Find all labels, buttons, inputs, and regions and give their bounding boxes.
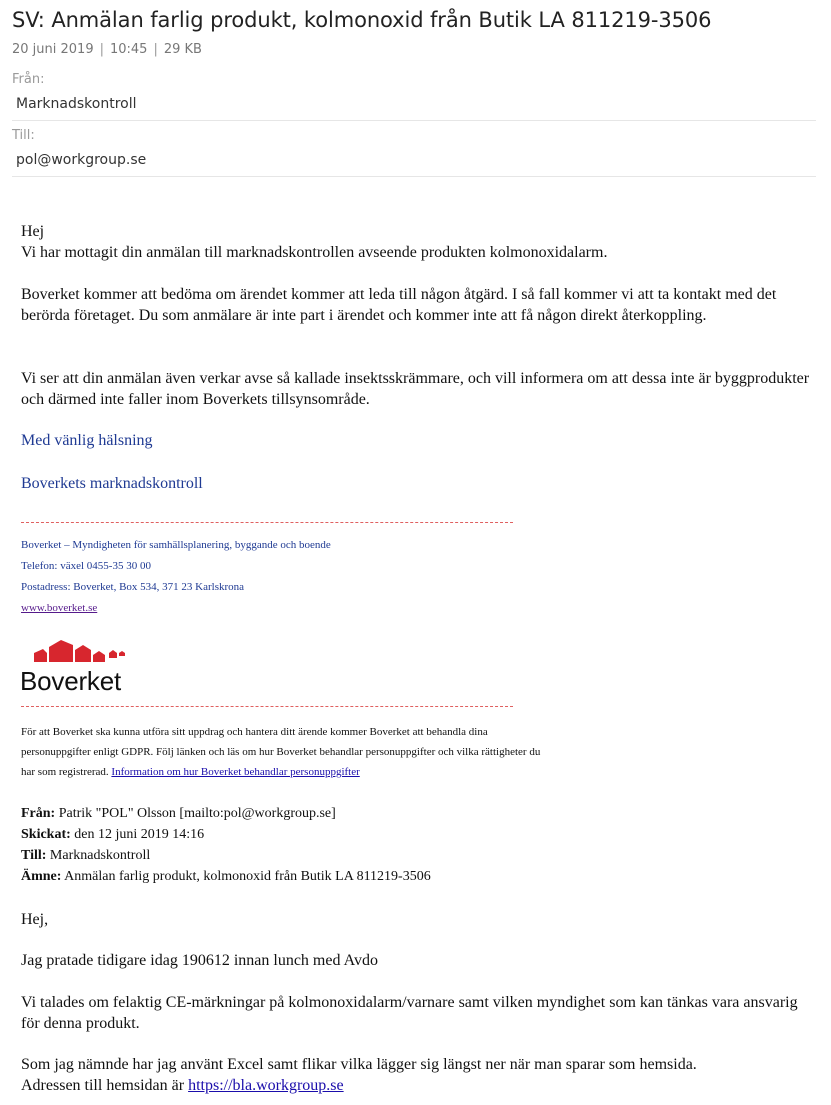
greeting: Hej	[21, 223, 45, 240]
quoted-sent-value: den 12 juni 2019 14:16	[74, 827, 205, 842]
boverket-logo-text: Boverket	[20, 666, 122, 696]
quoted-sent-label: Skickat:	[21, 827, 71, 842]
quoted-from-value: Patrik "POL" Olsson [mailto:pol@workgroup.se]	[58, 806, 336, 821]
quoted-from-label: Från:	[21, 806, 56, 821]
signature-line-3: Postadress: Boverket, Box 534, 371 23 Karlskrona	[21, 581, 245, 593]
body-paragraph-2: Boverket kommer att bedöma om ärendet kommer att leda till någon åtgärd. I så fall kommer vi att ta kontakt med det berörda företaget. Du som anmälare är inte part i ärendet och kommer inte att få någon direkt återkoppling.	[21, 286, 777, 324]
quoted-subject	[21, 869, 431, 885]
body-paragraph-3: Vi ser att din anmälan även verkar avse så kallade insektsskrämmare, och vill informera om att dessa inte är byggprodukter och därmed inte faller inom Boverkets tillsynsområde.	[21, 370, 810, 408]
quoted-paragraph-3	[21, 1054, 821, 1096]
to-label: Till:	[12, 128, 35, 143]
quoted-paragraph-3-line-1: Som jag nämnde har jag använt Excel samt flikar vilka lägger sig längst ner när man sparar som hemsida.	[21, 1056, 697, 1073]
signature-line-2: Telefon: växel 0455-35 30 00	[21, 560, 151, 572]
gdpr-notice	[21, 722, 541, 782]
quoted-greeting: Hej,	[21, 911, 49, 928]
email-subject: SV: Anmälan farlig produkt, kolmonoxid från Butik LA 811219-3506	[12, 8, 712, 32]
email-meta	[12, 42, 816, 57]
website-link-text[interactable]: www.boverket.se	[21, 602, 98, 614]
quoted-subject-label: Ämne:	[21, 869, 62, 884]
divider	[12, 176, 816, 177]
boverket-logo-icon	[21, 636, 131, 666]
team-name: Boverkets marknadskontroll	[21, 475, 203, 492]
gdpr-link[interactable]: Information om hur Boverket behandlar personuppgifter	[111, 766, 360, 778]
signature-line-1: Boverket – Myndigheten för samhällsplanering, byggande och boende	[21, 539, 331, 551]
divider	[12, 120, 816, 121]
from-label: Från:	[12, 72, 45, 87]
quoted-paragraph-3-prefix: Adressen till hemsidan är	[21, 1077, 185, 1094]
body-paragraph-1: Vi har mottagit din anmälan till marknadskontrollen avseende produkten kolmonoxidalarm.	[21, 244, 608, 261]
email-date: 20 juni 2019	[12, 42, 94, 57]
to-value[interactable]: pol@workgroup.se	[16, 152, 147, 168]
gdpr-text: För att Boverket ska kunna utföra sitt uppdrag och hantera ditt ärende kommer Boverket att behandla dina personuppgifter enligt GDPR. Följ länken och läs om hur Boverket behandlar personuppgifter och vilka rättigheter du har som registrerad.	[21, 726, 541, 778]
signature-website-link[interactable]	[21, 602, 97, 614]
gdpr-divider	[21, 706, 513, 707]
quoted-paragraph-1: Jag pratade tidigare idag 190612 innan lunch med Avdo	[21, 952, 378, 969]
homepage-link[interactable]: https://bla.workgroup.se	[188, 1077, 344, 1094]
quoted-sent	[21, 827, 204, 843]
from-value[interactable]: Marknadskontroll	[16, 96, 137, 112]
quoted-from	[21, 806, 336, 822]
quoted-to	[21, 848, 150, 864]
signature-divider	[21, 522, 513, 523]
regards: Med vänlig hälsning	[21, 432, 153, 449]
email-size: 29 KB	[163, 42, 202, 57]
separator: |	[153, 42, 158, 57]
quoted-to-label: Till:	[21, 848, 47, 863]
separator: |	[99, 42, 104, 57]
quoted-to-value: Marknadskontroll	[49, 848, 151, 863]
email-time: 10:45	[109, 42, 148, 57]
quoted-subject-value: Anmälan farlig produkt, kolmonoxid från Butik LA 811219-3506	[64, 869, 431, 884]
quoted-paragraph-2: Vi talades om felaktig CE-märkningar på kolmonoxidalarm/varnare samt vilken myndighet som kan tänkas vara ansvarig för denna produkt.	[21, 994, 798, 1032]
